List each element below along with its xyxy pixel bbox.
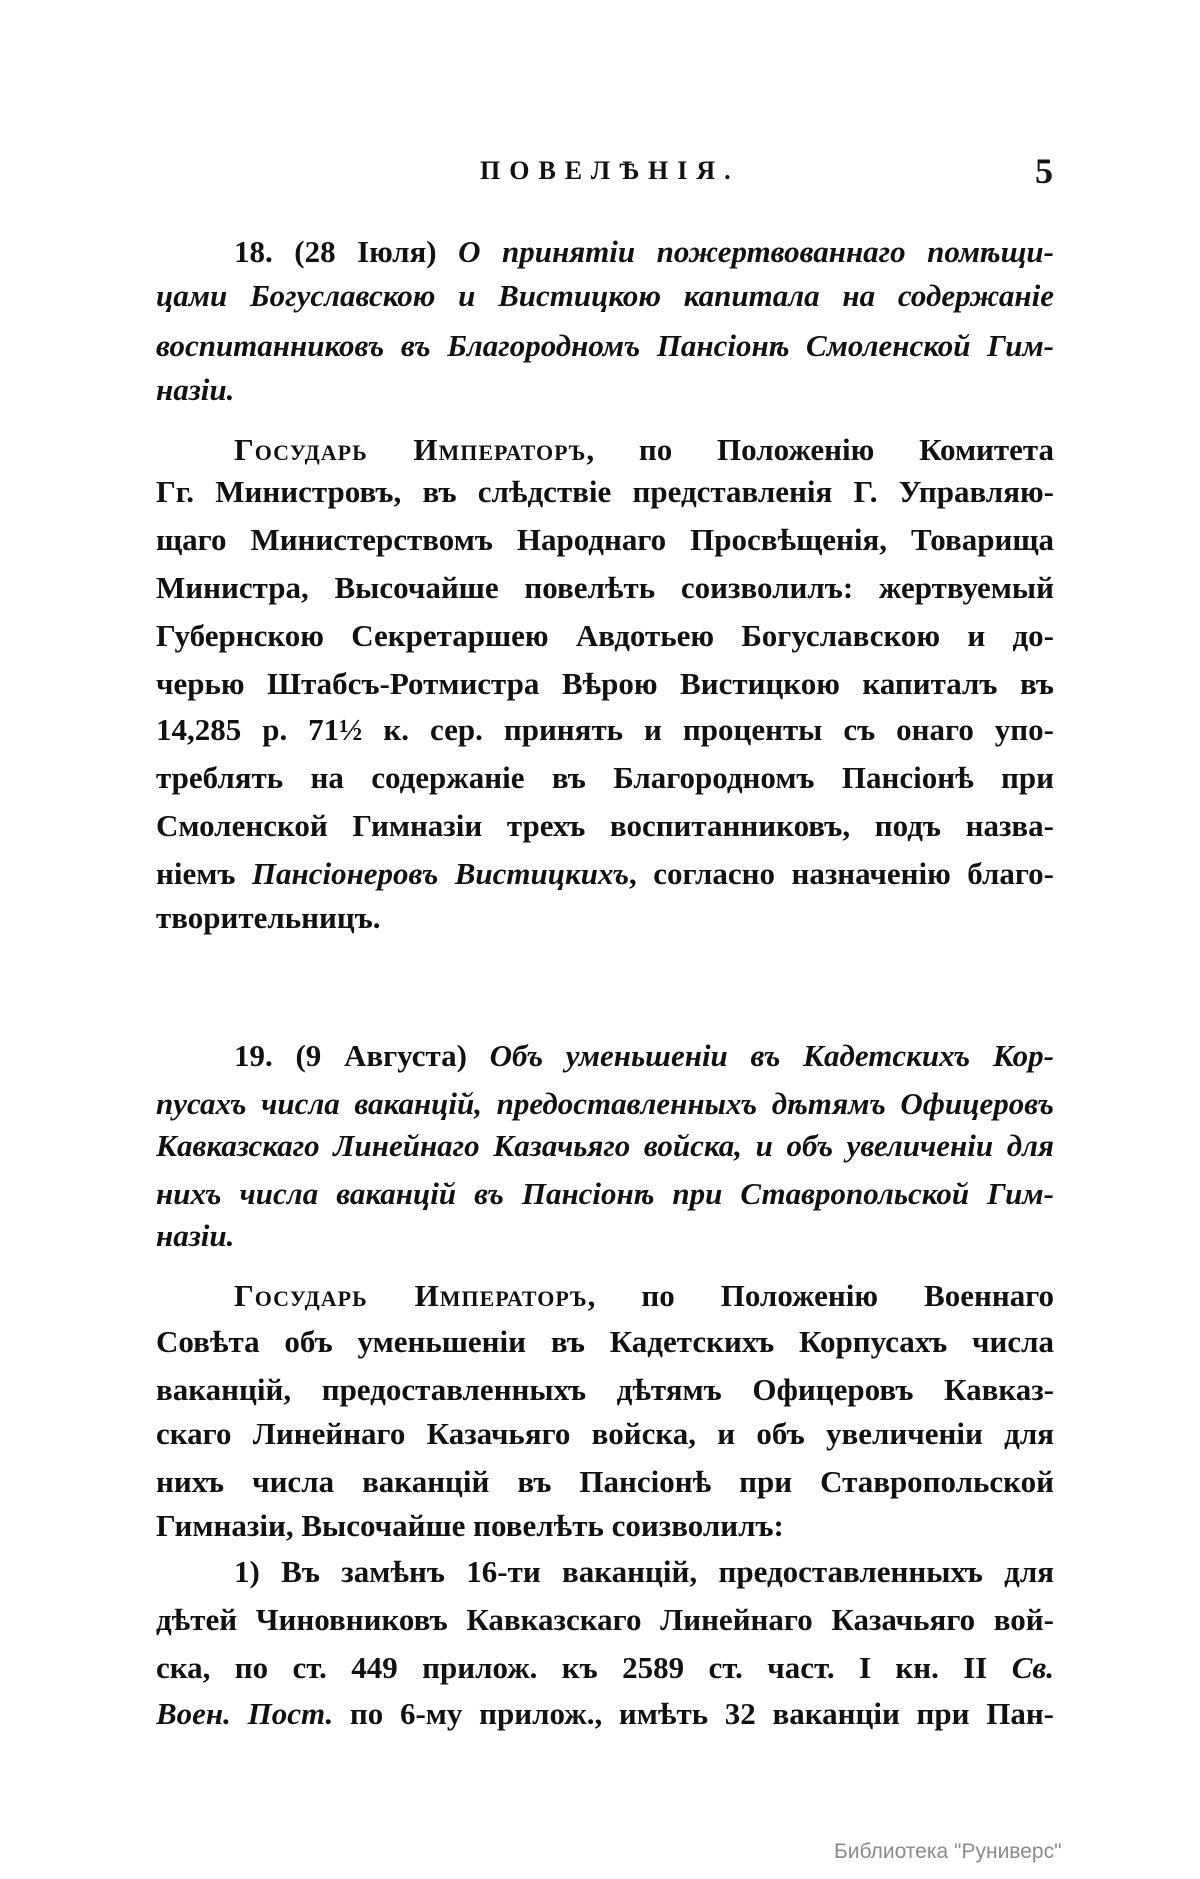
decree-body-line (156, 566, 1054, 610)
text-segment: пусахъ числа ваканцій, предоставленныхъ дѣтямъ Офицеровъ (156, 1086, 1054, 1121)
text-segment: Губернскою Секретаршею Авдотьею Богуславскою и до- (156, 618, 1054, 653)
text-segment: 14,285 р. 71½ к. сер. принять и проценты съ онаго упо- (156, 712, 1054, 747)
text-segment: цами Богуславскою и Вистицкою капитала на содержаніе (156, 278, 1054, 313)
library-watermark: Библиотека "Руниверс" (834, 1840, 1062, 1863)
text-segment: ніемъ (156, 856, 252, 891)
decree-body-line (156, 614, 1054, 658)
text-segment: Воен. Пост. (156, 1696, 334, 1731)
text-segment: Государь Императоръ (234, 1278, 588, 1313)
decree-body-line (156, 1412, 1054, 1456)
decree-title-line (156, 1172, 1054, 1216)
text-segment: Гимназіи, Высочайше повелѣть соизволилъ: (156, 1508, 784, 1543)
decree-body-line (156, 896, 1054, 940)
text-segment: Смоленской Гимназіи трехъ воспитанниковъ, подъ назва- (156, 808, 1054, 843)
decree-title-line (156, 324, 1054, 368)
decree-body-line (234, 428, 1054, 472)
text-segment: О принятіи пожертвованнаго помѣщи- (458, 234, 1054, 269)
decree-title-line (234, 1034, 1054, 1078)
decree-title-line (156, 274, 1054, 318)
text-segment: 18. (28 Іюля) (234, 234, 459, 269)
text-segment: назіи. (156, 372, 235, 407)
text-segment: воспитанниковъ въ Благородномъ Пансіонѣ Смоленской Гим- (156, 328, 1054, 363)
decree-body-line (234, 1274, 1054, 1318)
text-segment: назіи. (156, 1218, 235, 1253)
decree-body-line (156, 852, 1054, 896)
text-segment: творительницъ. (156, 900, 381, 935)
text-segment: 1) Въ замѣнъ 16-ти ваканцій, предоставленныхъ для (234, 1554, 1054, 1589)
decree-title-line (156, 1214, 1054, 1258)
text-segment: Гг. Министровъ, въ слѣдствіе представленія Г. Управляю- (156, 474, 1054, 509)
text-segment: Св. (1011, 1650, 1054, 1685)
decree-title-line (156, 1082, 1054, 1126)
decree-body-line (156, 1646, 1054, 1690)
decree-body-line (156, 1598, 1054, 1642)
decree-title-line (156, 1124, 1054, 1168)
decree-body-line (156, 804, 1054, 848)
text-segment: Совѣта объ уменьшеніи въ Кадетскихъ Корпусахъ числа (156, 1324, 1054, 1359)
text-segment: ваканцій, предоставленныхъ дѣтямъ Офицеровъ Кавказ- (156, 1372, 1054, 1407)
decree-body-line (156, 1504, 1054, 1548)
text-segment: нихъ числа ваканцій въ Пансіонѣ при Ставропольской (156, 1464, 1054, 1499)
decree-body-line (234, 1550, 1054, 1594)
text-segment: Министра, Высочайше повелѣть соизволилъ: жертвуемый (156, 570, 1054, 605)
decree-body-line (156, 470, 1054, 514)
text-segment: скаго Линейнаго Казачьяго войска, и объ увеличеніи для (156, 1416, 1054, 1451)
decree-body-line (156, 756, 1054, 800)
decree-body-line (156, 1320, 1054, 1364)
text-segment: треблять на содержаніе въ Благородномъ Пансіонѣ при (156, 760, 1054, 795)
text-segment: щаго Министерствомъ Народнаго Просвѣщенія, Товарища (156, 522, 1054, 557)
decree-body-line (156, 1460, 1054, 1504)
text-segment: , по Положенію Военнаго (587, 1278, 1054, 1313)
decree-body-line (156, 518, 1054, 562)
decree-body-line (156, 1692, 1054, 1736)
text-segment: дѣтей Чиновниковъ Кавказскаго Линейнаго Казачьяго вой- (156, 1602, 1054, 1637)
text-segment: Объ уменьшеніи въ Кадетскихъ Кор- (489, 1038, 1054, 1073)
decree-body-line (156, 662, 1054, 706)
text-segment: черью Штабсъ-Ротмистра Вѣрою Вистицкою капиталъ въ (156, 666, 1054, 701)
decree-title-line (156, 368, 1054, 412)
text-segment: Кавказскаго Линейнаго Казачьяго войска, и объ увеличеніи для (156, 1128, 1054, 1163)
text-segment: , по Положенію Комитета (586, 432, 1054, 467)
running-header: ПОВЕЛѢНІЯ. (480, 156, 740, 185)
text-segment: Пансіонеровъ Вистицкихъ (251, 856, 630, 891)
text-segment: ска, по ст. 449 прилож. къ 2589 ст. част. I кн. II (156, 1650, 1012, 1685)
page-number: 5 (1035, 151, 1053, 191)
text-segment: , согласно назначенію благо- (629, 856, 1054, 891)
decree-title-line (234, 230, 1054, 274)
text-segment: 19. (9 Августа) (234, 1038, 490, 1073)
decree-body-line (156, 1368, 1054, 1412)
text-segment: нихъ числа ваканцій въ Пансіонѣ при Ставропольской Гим- (156, 1176, 1054, 1211)
text-segment: Государь Императоръ (234, 432, 587, 467)
decree-body-line (156, 708, 1054, 752)
text-segment: по 6-му прилож., имѣть 32 ваканціи при Пан- (333, 1696, 1054, 1731)
